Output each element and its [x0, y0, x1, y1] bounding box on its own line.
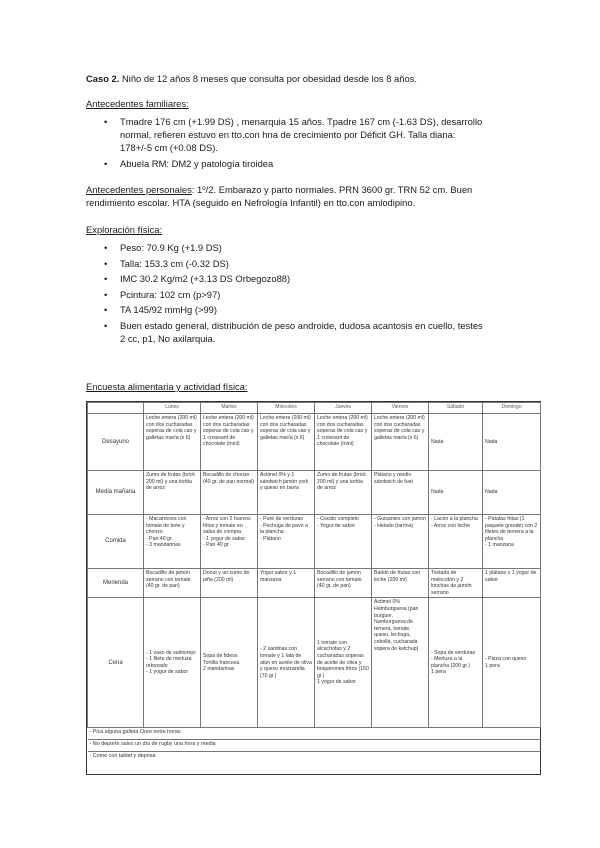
- table-cell: Tostada de melocotón y 2 lonchas de jamón serrano: [429, 569, 483, 598]
- footnote: - No deporte salvo un día de rugby una hora y media: [88, 740, 541, 752]
- table-cell: Leche entera (200 ml) con dos cucharadas soperas de cola cao y galletas maría (x 6): [144, 414, 201, 471]
- day-header: Lunes: [144, 403, 201, 414]
- footnote-row: [88, 740, 541, 752]
- meal-label: Desayuno: [88, 414, 144, 471]
- table-cell: Zumo de frutas (brick 200 ml) y una tortita de arroz: [315, 471, 372, 515]
- familiares-line: Tmadre 176 cm (+1.99 DS) , menarquia 15 años. Tpadre 167 cm (-1.63 DS), desarrollo: [120, 116, 483, 127]
- table-cell: Leche entera (200 ml) con dos cucharadas soperas de cola cao y galletas maría (x 6): [258, 414, 315, 471]
- personales-text-1: : 1º/2. Embarazo y parto normales. PRN 3600 gr. TRN 52 cm. Buen: [191, 184, 473, 195]
- list-item: [100, 319, 483, 345]
- day-header: Jueves: [315, 403, 372, 414]
- table-cell: - Lacón a la plancha - Arroz con leche: [429, 515, 483, 569]
- list-item: [100, 241, 483, 254]
- table-cell: - Puré de verduras - Pechuga de pavo a la plancha - Plátano: [258, 515, 315, 569]
- list-item: [100, 115, 482, 154]
- list-item: [100, 157, 482, 170]
- table-cell: Leche entera (200 ml) con dos cucharadas soperas de cola cao y 1 croissant de chocolate (mini): [315, 414, 372, 471]
- table-cell: Leche entera (200 ml) con dos cucharadas soperas de cola cao y 1 croissant de chocolate (mini): [201, 414, 258, 471]
- day-header: Domingo: [483, 403, 541, 414]
- exploracion-line: Pcintura: 102 cm (p>97): [120, 288, 221, 300]
- table-cell: Actimel 0% y 1 sándwich jamón york y queso en barra: [258, 471, 315, 515]
- table-cell: - Sopa de verduras - Merluza a la plancha (200 gr.) 1 pera: [429, 598, 483, 728]
- table-cell: Actimel 0% Hamburguesa (pan burguer, hamburguesa de ternera, tomate, queso, lechuga, cebolla, cucharada sopera de ketchup): [372, 598, 429, 728]
- meal-label: Media mañana: [88, 471, 144, 515]
- exploracion-line: Buen estado general, distribución de peso androide, dudosa acantosis en cuello, testes: [120, 319, 483, 331]
- meal-label: Cena: [88, 598, 144, 728]
- list-item: [100, 257, 483, 270]
- table-cell: - Guisantes con jamón - Helado (tarrina): [372, 515, 429, 569]
- footnote: - Come con tablet y deprisa: [88, 752, 541, 764]
- table-cell: 1 plátano y 1 yogur de sabor: [483, 569, 541, 598]
- diet-table: [86, 401, 541, 775]
- familiares-line: normal, refieren estuvo en tto.con hna de crecimiento por Déficit GH. Talla diana:: [120, 129, 456, 140]
- encuesta-heading: Encuesta alimentaria y actividad física:: [86, 381, 248, 392]
- table-row: [88, 569, 541, 598]
- personales-text-2: rendimiento escolar. HTA (seguido en Nefrología Infantil) en tto.con amlodipino.: [86, 197, 416, 208]
- exploracion-line: TA 145/92 mmHg (>99): [120, 304, 218, 315]
- table-row: [88, 414, 541, 471]
- table-cell: - Pizza con queso 1 pera: [483, 598, 541, 728]
- table-row: [88, 471, 541, 515]
- table-cell: Zumo de frutas (brick 200 ml) y una tortita de arroz: [144, 471, 201, 515]
- exploracion-line: IMC 30.2 Kg/m2 (+3.13 DS Orbegozo88): [120, 273, 291, 284]
- meal-label: Merienda: [88, 569, 144, 598]
- table-row: [88, 598, 541, 728]
- exploracion-line: Talla: 153.3 cm (-0.32 DS): [120, 257, 229, 269]
- day-header: Martes: [201, 403, 258, 414]
- personales-paragraph: [86, 183, 472, 209]
- table-cell: Plátano y medio sándwich de fuet: [372, 471, 429, 515]
- table-cell: Bocadillo de jamón serrano con tomate (40 gr. de pan): [315, 569, 372, 598]
- table-row: [88, 515, 541, 569]
- table-cell: - 2 sardinas con tomate y 1 lata de atún en aceite de oliva y queso mozzarella (70 gr.): [258, 598, 315, 728]
- table-cell: Bocadillo de chorizo (40 gr. de pan normal): [201, 471, 258, 515]
- table-cell: Donut y un zumo de piña (200 ml): [201, 569, 258, 598]
- exploracion-line: Peso: 70.9 Kg (+1.9 DS): [120, 242, 222, 253]
- case-label: Caso 2.: [86, 73, 120, 84]
- table-corner: [88, 403, 144, 414]
- footnote-row: [88, 728, 541, 740]
- table-cell: - Cocido completo - Yogur de sabor: [315, 515, 372, 569]
- table-header-row: [88, 403, 541, 414]
- table-cell: - Patatas fritas (1 paquete grande) con 2 filetes de ternera a la plancha - 1 manzana: [483, 515, 541, 569]
- exploracion-list: [100, 241, 483, 345]
- case-text: Niño de 12 años 8 meses que consulta por obesidad desde los 8 años.: [119, 73, 417, 84]
- table-cell: Bocadillo de jamón serrano con tomate (40 gr. de pan): [144, 569, 201, 598]
- table-cell: Nada: [429, 471, 483, 515]
- table-cell: Nada: [429, 414, 483, 471]
- day-header: Viernes: [372, 403, 429, 414]
- day-header: Miércoles: [258, 403, 315, 414]
- table-cell: Yogur sabor y 1 manzana: [258, 569, 315, 598]
- personales-heading: Antecedentes personales: [86, 184, 192, 195]
- footnote: - Pica alguna galleta Oreo entre horas: [88, 728, 541, 740]
- list-item: [100, 288, 483, 301]
- familiares-line: Abuela RM: DM2 y patología tiroidea: [120, 158, 274, 169]
- list-item: [100, 303, 483, 316]
- familiares-line: 178+/-5 cm (+0.08 DS).: [120, 142, 218, 153]
- familiares-list: [100, 115, 482, 170]
- table-cell: Batido de frutas con leche (200 ml): [372, 569, 429, 598]
- exploracion-heading: Exploración física:: [86, 224, 163, 235]
- footnote-row: [88, 752, 541, 764]
- table-cell: Nada: [483, 471, 541, 515]
- table-cell: Leche entera (200 ml) con dos cucharadas soperas de cola cao y galletas maría (x 6): [372, 414, 429, 471]
- table-cell: - 1 vaso de salmorejo - 1 filete de merluza rebozado - 1 yogur de sabor: [144, 598, 201, 728]
- meal-label: Comida: [88, 515, 144, 569]
- table-cell: Nada: [483, 414, 541, 471]
- case-title: [86, 72, 417, 85]
- exploracion-line: 2 cc, p1, No axilarquia.: [120, 332, 216, 344]
- list-item: [100, 272, 483, 285]
- familiares-heading: Antecedentes familiares:: [86, 98, 189, 109]
- table-cell: - Macarrones con tomate de bote y chorizo - Pan 40 gr. - 3 mandarinas: [144, 515, 201, 569]
- day-header: Sábado: [429, 403, 483, 414]
- table-cell: Sopa de fideos Tortilla francesa 2 mandarinas: [201, 598, 258, 728]
- table-cell: - Arroz con 2 huevos fritos y tomate en salsa de compra - 1 yogur de sabor - Pan 40 gr.: [201, 515, 258, 569]
- table-cell: 1 tomate con alcachofas y 2 cucharadas soperas de aceite de oliva y boquerones fritos (150 gr.) 1 yogur de sabor: [315, 598, 372, 728]
